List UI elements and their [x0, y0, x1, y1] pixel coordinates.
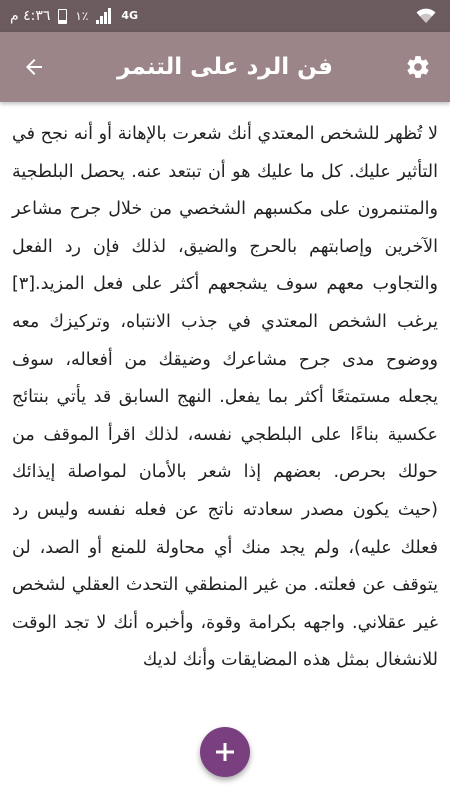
status-left — [10, 8, 138, 24]
article-text: لا تُظهر للشخص المعتدي أنك شعرت بالإهانة أو أنه نجح في التأثير عليك. كل ما عليك هو أن تبتعد عنه. يحصل البلطجية والمتنمرون على مكسبهم الشخصي من خلال جرح مشاعر الآخرين وإصابتهم بالحرج والضيق، لذلك فإن رد الفعل والتجاوب معهم سوف يشجعهم أكثر على فعل المزيد.[٣] يرغب الشخص المعتدي في جذب الانتباه، وتركيزك معه ووضوح مدى جرح مشاعرك وضيقك من أفعاله، سوف يجعله مستمتعًا أكثر بما يفعل. النهج السابق قد يأتي بنتائج عكسية بناءًا على البلطجي نفسه، لذلك اقرأ الموقف من حولك بحرص. بعضهم إذا شعر بالأمان لمواصلة إيذائك (حيث يكون مصدر سعادته ناتج عن فعله نفسه وليس رد فعلك عليه)، ولم يجد منك أي محاولة للمنع أو الصد، لن يتوقف عن فعلته. من غير المنطقي التحدث العقلي لشخص غير عقلاني. واجهه بكرامة وقوة، وأخبره أنك لا تجد الوقت للانشغال بمثل هذه المضايقات وأنك لديك — [12, 124, 438, 671]
status-right — [416, 8, 436, 24]
signal-icon — [96, 8, 111, 24]
battery-icon — [58, 9, 67, 24]
page-title: فن الرد على التنمر — [117, 54, 333, 80]
status-bar — [0, 0, 450, 32]
plus-icon — [214, 741, 236, 763]
clock: ٤:٣٦ م — [10, 8, 51, 24]
battery-percent: ١٪ — [75, 9, 89, 23]
network-type: 4G — [121, 9, 138, 22]
gear-icon — [405, 54, 431, 80]
wifi-icon — [416, 8, 436, 24]
add-button[interactable] — [200, 727, 250, 777]
app-bar — [0, 32, 450, 102]
article-content[interactable] — [0, 102, 450, 800]
settings-button[interactable] — [400, 49, 436, 85]
